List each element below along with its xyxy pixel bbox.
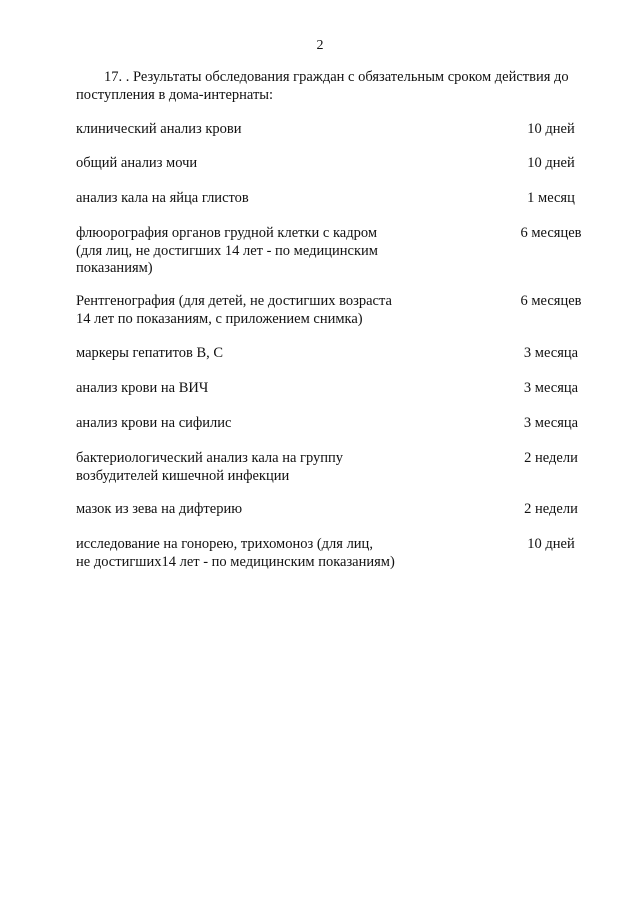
list-item [76, 536, 606, 596]
test-name: Рентгенография (для детей, не достигших возраста 14 лет по показаниям, с приложением снимка) [76, 293, 392, 327]
validity-term: 10 дней [527, 536, 575, 552]
test-name: маркеры гепатитов В, С [76, 345, 224, 361]
test-name: анализ крови на сифилис [76, 415, 232, 431]
validity-term: 2 недели [524, 450, 578, 466]
validity-term: 2 недели [524, 501, 578, 517]
test-name: мазок из зева на дифтерию [76, 501, 243, 517]
validity-term: 3 месяца [523, 415, 579, 431]
validity-term: 10 дней [527, 155, 575, 171]
page-number: 2 [316, 38, 324, 53]
validity-term: 3 месяца [523, 380, 579, 396]
test-name: флюорография органов грудной клетки с кадром (для лиц, не достигших 14 лет - по медицинским показаниям) [76, 225, 378, 276]
validity-term: 6 месяцев [520, 225, 582, 241]
test-name: клинический анализ крови [76, 121, 242, 137]
section-intro: 17. . Результаты обследования граждан с обязательным сроком действия до поступления в дома-интернаты: [76, 69, 569, 103]
list-item [76, 225, 606, 285]
test-name: бактериологический анализ кала на группу возбудителей кишечной инфекции [76, 450, 344, 484]
validity-term: 3 месяца [523, 345, 579, 361]
validity-term: 6 месяцев [520, 293, 582, 309]
validity-term: 10 дней [527, 121, 575, 137]
validity-term: 1 месяц [527, 190, 575, 206]
test-name: исследование на гонорею, трихомоноз (для лиц, не достигших14 лет - по медицинским показаниям) [76, 536, 395, 570]
test-name: анализ крови на ВИЧ [76, 380, 209, 396]
list-item [76, 293, 606, 353]
test-name: общий анализ мочи [76, 155, 198, 171]
test-name: анализ кала на яйца глистов [76, 190, 249, 206]
